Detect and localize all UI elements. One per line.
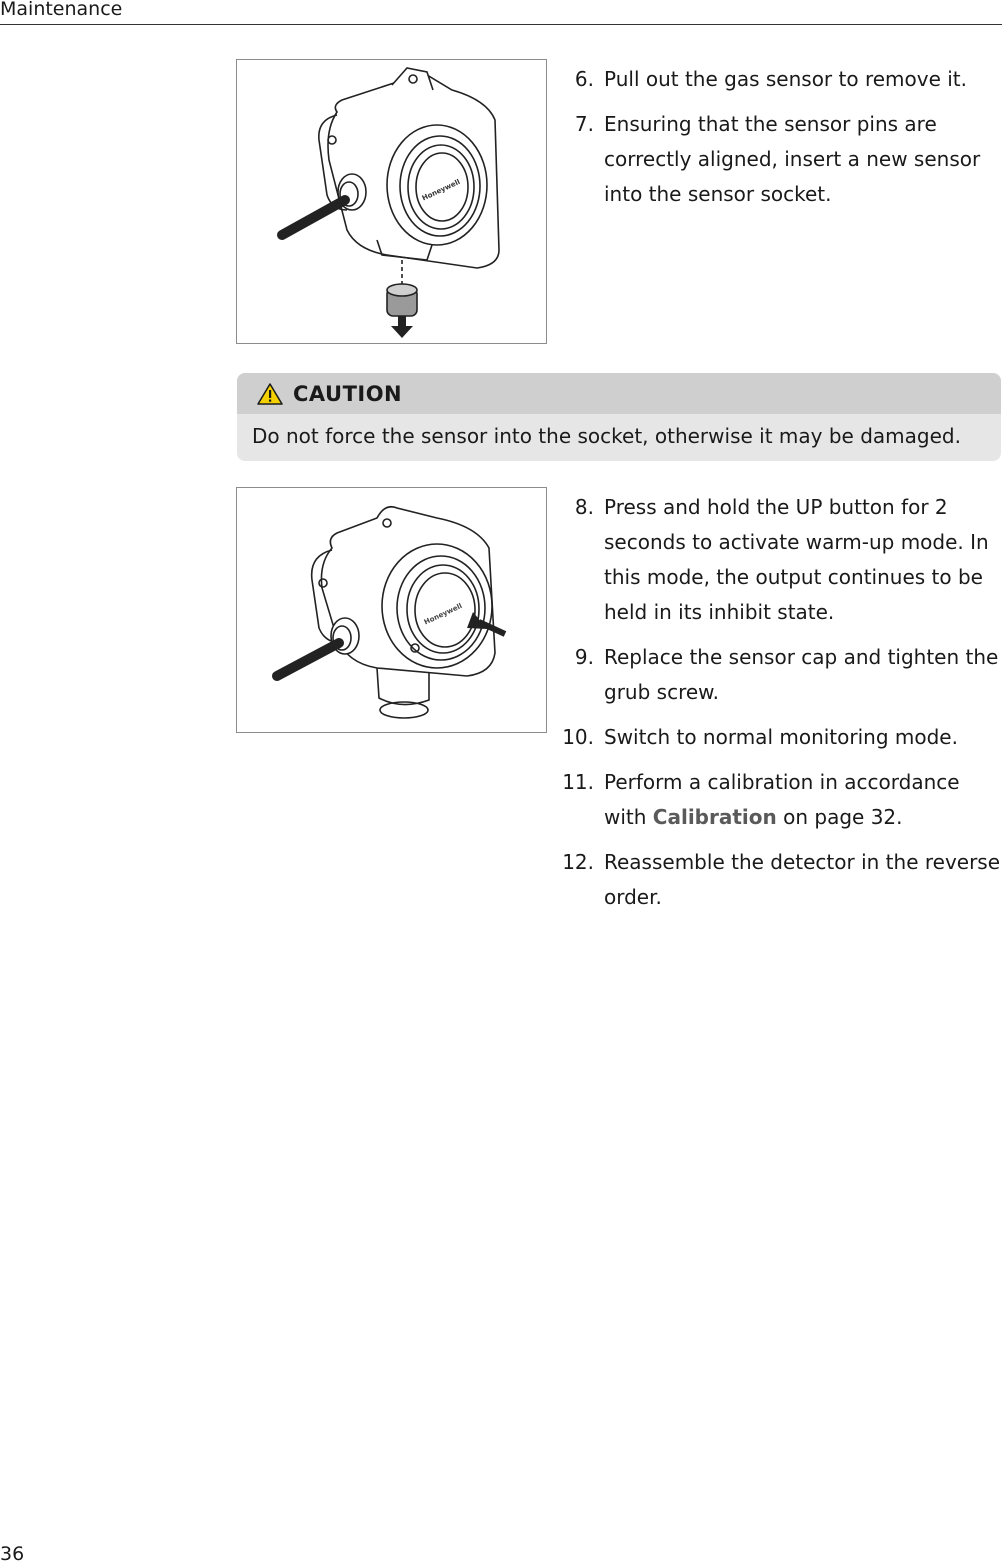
step-number: 12. bbox=[562, 850, 594, 874]
fig2-brand-logo: Honeywell bbox=[422, 601, 464, 627]
step-number: 6. bbox=[574, 67, 594, 91]
step-6 bbox=[556, 62, 1002, 97]
step-7 bbox=[556, 107, 1002, 212]
step-10 bbox=[556, 720, 1002, 755]
step-11 bbox=[556, 765, 1002, 835]
page-number: 36 bbox=[0, 1543, 25, 1565]
step-text: Press and hold the UP button for 2 seconds to activate warm-up mode. In this mode, the output continues to be held in its inhibit state. bbox=[604, 495, 989, 624]
step-9 bbox=[556, 640, 1002, 710]
figure-remove-sensor bbox=[236, 59, 547, 344]
step-number: 7. bbox=[574, 112, 594, 136]
header-rule bbox=[0, 24, 1002, 25]
figure-press-up-button bbox=[236, 487, 547, 733]
steps-list-bottom bbox=[556, 490, 1002, 925]
caution-header bbox=[237, 373, 1001, 414]
step-text: Replace the sensor cap and tighten the grub screw. bbox=[604, 645, 999, 704]
step-text: Ensuring that the sensor pins are correctly aligned, insert a new sensor into the sensor socket. bbox=[604, 112, 981, 206]
calibration-link[interactable]: Calibration bbox=[652, 805, 777, 829]
detector-illustration-1 bbox=[237, 60, 546, 343]
step-text bbox=[604, 770, 960, 829]
step-text: Reassemble the detector in the reverse order. bbox=[604, 850, 1001, 909]
step-text-before: Perform a calibration in accordance with bbox=[604, 770, 960, 829]
step-text: Switch to normal monitoring mode. bbox=[604, 725, 958, 749]
step-12 bbox=[556, 845, 1002, 915]
caution-box bbox=[237, 373, 1001, 461]
step-number: 11. bbox=[562, 770, 594, 794]
caution-title: CAUTION bbox=[293, 381, 403, 406]
fig1-brand-logo: Honeywell bbox=[420, 177, 462, 203]
detector-illustration-2 bbox=[237, 488, 546, 732]
step-number: 9. bbox=[574, 645, 594, 669]
step-text-after: on page 32. bbox=[776, 805, 903, 829]
step-text: Pull out the gas sensor to remove it. bbox=[604, 67, 968, 91]
step-number: 10. bbox=[562, 725, 594, 749]
step-8 bbox=[556, 490, 1002, 630]
running-header: Maintenance bbox=[0, 0, 123, 20]
steps-list-top bbox=[556, 62, 1002, 222]
step-number: 8. bbox=[574, 495, 594, 519]
warning-triangle-icon bbox=[257, 383, 283, 405]
caution-text: Do not force the sensor into the socket, otherwise it may be damaged. bbox=[252, 424, 961, 448]
